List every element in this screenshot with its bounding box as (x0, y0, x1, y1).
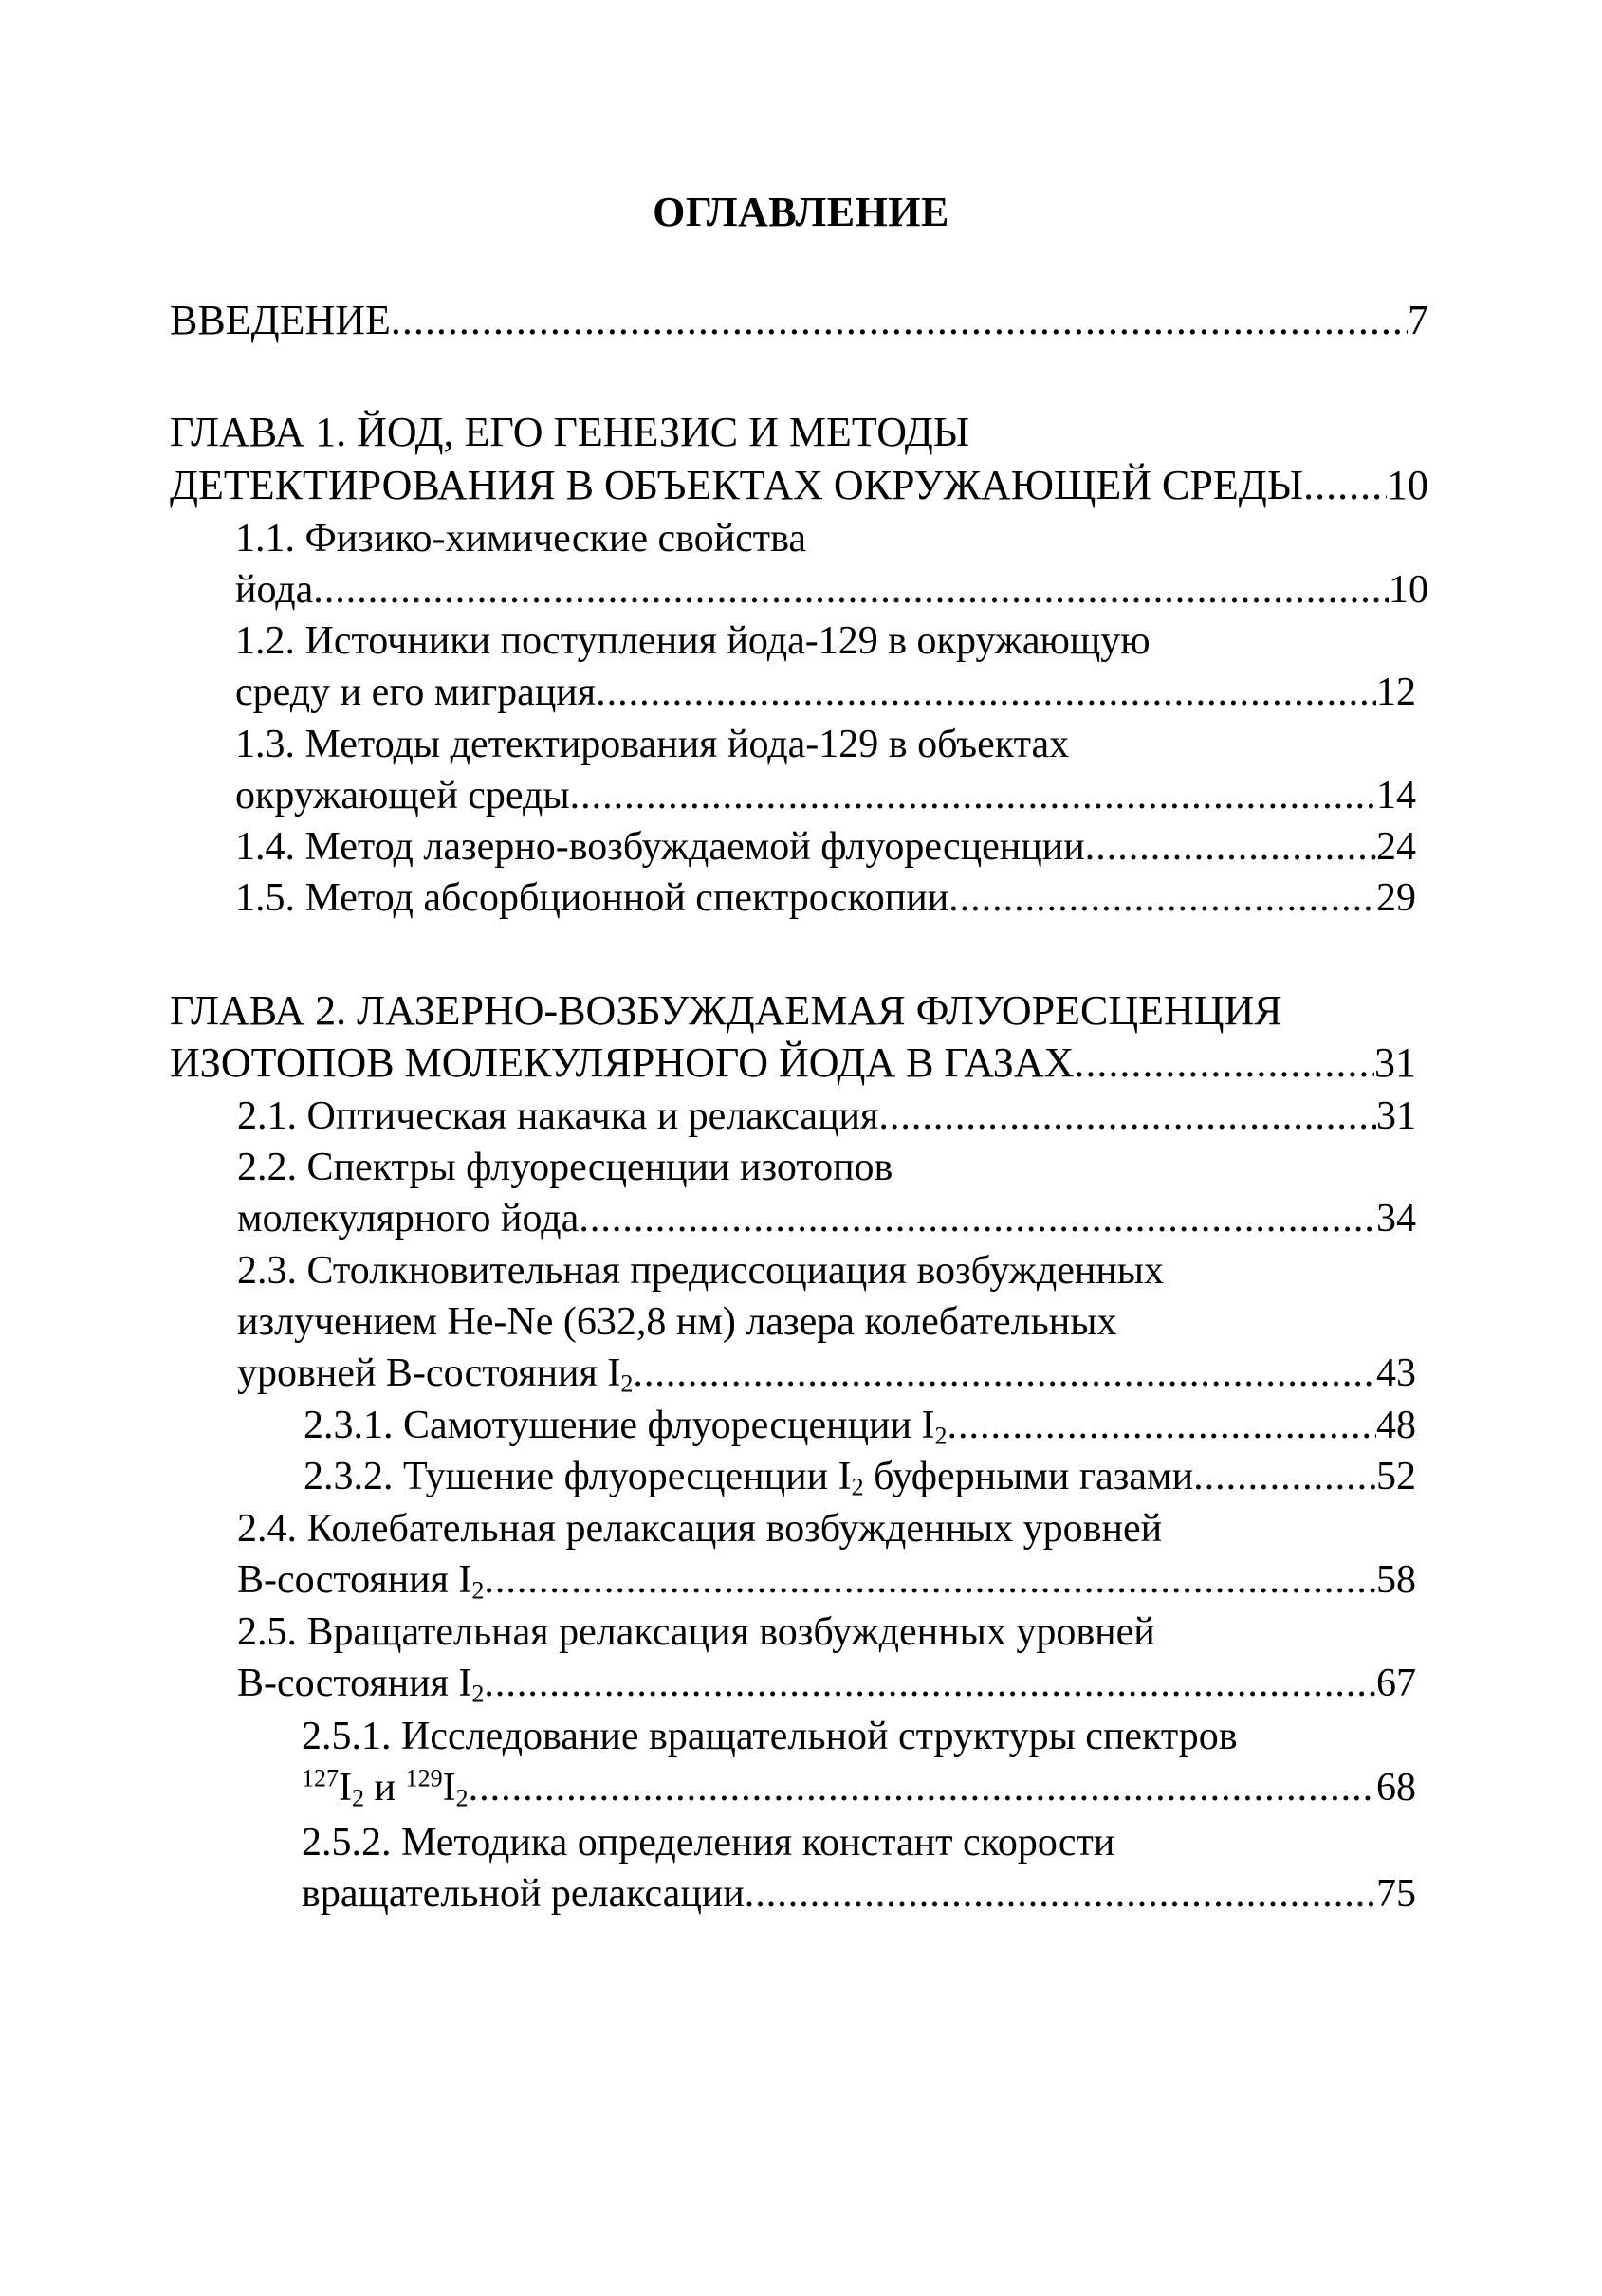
page-number: 52 (1376, 1455, 1416, 1498)
section-2-5-2-line-1[interactable]: 2.5.2. Методика определения констант скорости (302, 1821, 1115, 1864)
dot-leader (313, 563, 1389, 616)
entry-text: среду и его миграция (235, 670, 597, 714)
section-2-3-line-1[interactable]: 2.3. Столкновительная предиссоциация возбужденных (237, 1249, 1165, 1293)
iodine-symbol: I (339, 1766, 353, 1809)
entry-text: ДЕТЕКТИРОВАНИЯ В ОБЪЕКТАХ ОКРУЖАЮЩЕЙ СРЕДЫ (170, 462, 1304, 508)
toc-entry-2-5-2[interactable] (302, 1867, 1416, 1920)
subscript: 2 (620, 1369, 634, 1398)
entry-text-tail: буферными газами (863, 1455, 1194, 1498)
entry-text (302, 1761, 469, 1814)
section-2-4-line-1[interactable]: 2.4. Колебательная релаксация возбужденных уровней (237, 1507, 1163, 1551)
dot-leader (1193, 1450, 1376, 1503)
page-number: 10 (1387, 462, 1428, 508)
entry-text (237, 1347, 633, 1400)
entry-text: вращательной релаксации (302, 1872, 745, 1916)
dot-leader (1085, 820, 1376, 873)
section-2-5-line-1[interactable]: 2.5. Вращательная релаксация возбужденных уровней (237, 1610, 1155, 1654)
dot-leader (878, 1090, 1376, 1143)
entry-text (304, 1399, 948, 1452)
entry-text: йода (235, 568, 314, 612)
entry-text-main: B-состояния I (237, 1558, 472, 1602)
toc-entry-2-3[interactable] (237, 1347, 1416, 1400)
toc-entry-introduction[interactable] (170, 294, 1428, 347)
subscript: 2 (471, 1576, 485, 1605)
entry-text: 1.4. Метод лазерно-возбуждаемой флуоресценции (235, 825, 1085, 869)
toc-entry-chapter-2[interactable] (170, 1037, 1416, 1090)
entry-text: ИЗОТОПОВ МОЛЕКУЛЯРНОГО ЙОДА В ГАЗАХ (170, 1039, 1075, 1086)
page-number: 68 (1376, 1766, 1416, 1809)
dot-leader (1303, 459, 1387, 512)
toc-entry-2-2[interactable] (237, 1192, 1416, 1245)
chapter-1-heading-line-1[interactable]: ГЛАВА 1. ЙОД, ЕГО ГЕНЕЗИС И МЕТОДЫ (170, 409, 970, 455)
page-number: 48 (1376, 1404, 1416, 1447)
toc-entry-2-5-1[interactable] (302, 1761, 1416, 1814)
toc-entry-2-3-2[interactable] (304, 1450, 1416, 1503)
dot-leader (469, 1761, 1376, 1814)
page-number: 34 (1376, 1197, 1416, 1240)
dot-leader (484, 1657, 1376, 1710)
dot-leader (570, 769, 1376, 822)
page-number: 10 (1389, 568, 1428, 612)
toc-title: ОГЛАВЛЕНИЕ (653, 189, 949, 235)
page-number: 43 (1376, 1351, 1416, 1395)
entry-text-main: B-состояния I (237, 1662, 472, 1705)
subscript: 2 (934, 1422, 948, 1450)
section-2-2-line-1[interactable]: 2.2. Спектры флуоресценции изотопов (237, 1146, 893, 1189)
section-1-2-line-1[interactable]: 1.2. Источники поступления йода-129 в окружающую (235, 619, 1151, 663)
subscript: 2 (471, 1680, 485, 1708)
page-number: 31 (1374, 1039, 1416, 1086)
section-1-1-line-1[interactable]: 1.1. Физико-химические свойства (235, 517, 807, 560)
subscript: 2 (851, 1473, 864, 1501)
chapter-2-heading-line-1[interactable]: ГЛАВА 2. ЛАЗЕРНО-ВОЗБУЖДАЕМАЯ ФЛУОРЕСЦЕНЦИЯ (170, 987, 1282, 1034)
dot-leader (948, 1399, 1377, 1452)
entry-text (237, 1553, 484, 1607)
toc-entry-2-5[interactable] (237, 1657, 1416, 1710)
dot-leader (633, 1347, 1376, 1400)
section-2-5-1-line-1[interactable]: 2.5.1. Исследование вращательной структуры спектров (302, 1715, 1238, 1758)
entry-text: окружающей среды (235, 774, 570, 817)
dot-leader (484, 1553, 1376, 1607)
entry-text: 1.5. Метод абсорбционной спектроскопии (235, 876, 949, 920)
toc-entry-1-1[interactable] (235, 563, 1428, 616)
entry-text: молекулярного йода (237, 1197, 580, 1240)
section-2-3-line-2[interactable]: излучением He-Ne (632,8 нм) лазера колебательных (237, 1300, 1117, 1344)
toc-entry-chapter-1[interactable] (170, 459, 1428, 512)
conjunction: и (364, 1766, 406, 1809)
page-number: 14 (1376, 774, 1416, 817)
entry-text-main: 2.3.1. Самотушение флуоресценции I (304, 1404, 935, 1447)
isotope-superscript: 129 (405, 1764, 443, 1792)
toc-entry-1-5[interactable] (235, 872, 1416, 925)
page-number: 29 (1376, 876, 1416, 920)
dot-leader (1074, 1037, 1374, 1090)
iodine-symbol: I (442, 1766, 456, 1809)
toc-entry-1-3[interactable] (235, 769, 1416, 822)
page-number: 58 (1376, 1558, 1416, 1602)
entry-text (304, 1450, 1193, 1503)
section-1-3-line-1[interactable]: 1.3. Методы детектирования йода-129 в объектах (235, 723, 1070, 766)
dot-leader (391, 294, 1408, 347)
entry-text: 2.1. Оптическая накачка и релаксация (237, 1094, 879, 1138)
entry-text: ВВЕДЕНИЕ (170, 297, 391, 343)
entry-text-main: 2.3.2. Тушение флуоресценции I (304, 1455, 852, 1498)
dot-leader (745, 1867, 1376, 1920)
page-number: 12 (1376, 670, 1416, 714)
page-number: 31 (1376, 1094, 1416, 1138)
toc-entry-2-4[interactable] (237, 1553, 1416, 1607)
page-number: 24 (1376, 825, 1416, 869)
dot-leader (948, 872, 1376, 925)
entry-text-main: уровней B-состояния I (237, 1351, 621, 1395)
toc-entry-2-3-1[interactable] (304, 1399, 1416, 1452)
dot-leader (579, 1192, 1376, 1245)
subscript: 2 (455, 1784, 469, 1812)
subscript: 2 (352, 1784, 365, 1812)
toc-entry-1-4[interactable] (235, 820, 1416, 873)
toc-entry-1-2[interactable] (235, 666, 1416, 719)
isotope-superscript: 127 (302, 1764, 340, 1792)
page-number: 7 (1408, 297, 1428, 343)
dot-leader (596, 666, 1376, 719)
page-number: 75 (1376, 1872, 1416, 1916)
entry-text (237, 1657, 484, 1710)
toc-entry-2-1[interactable] (237, 1090, 1416, 1143)
page-number: 67 (1376, 1662, 1416, 1705)
